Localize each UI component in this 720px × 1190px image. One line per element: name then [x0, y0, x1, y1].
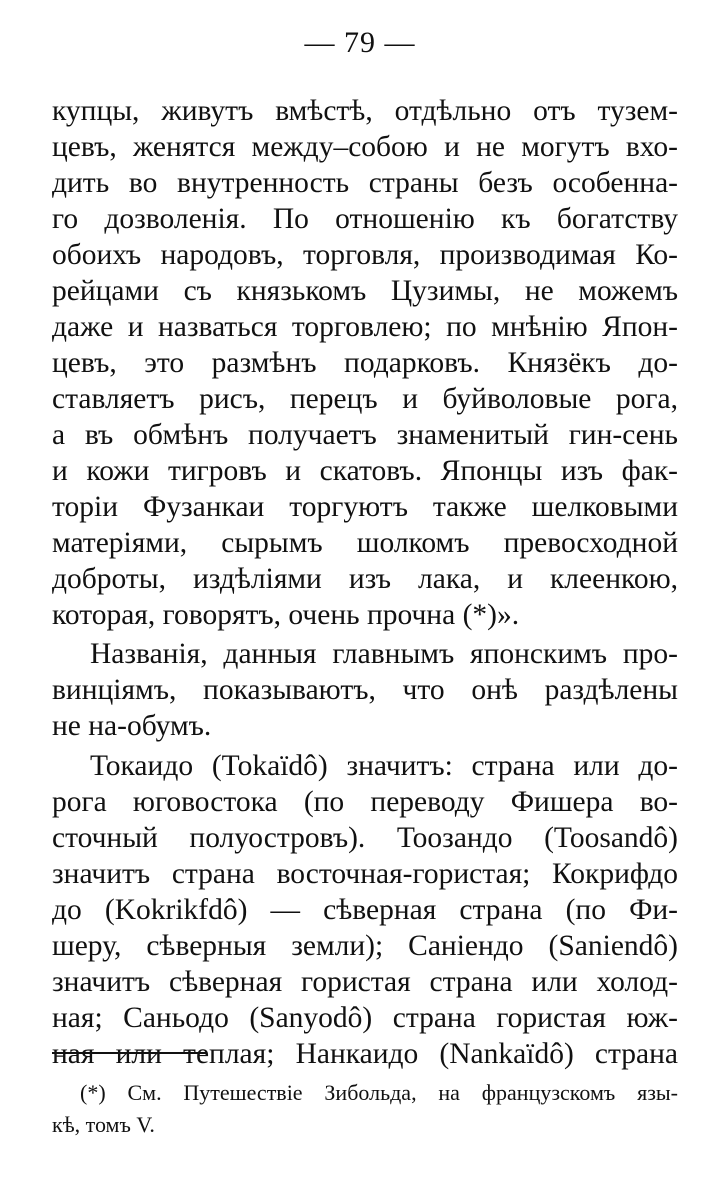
text-line: го дозволенія. По отношенію къ богатству [52, 203, 678, 235]
text-line: ставляетъ рисъ, перецъ и буйволовые рога, [52, 383, 678, 415]
text-line: винціямъ, показываютъ, что онѣ раздѣлены [52, 674, 678, 706]
text-line: и кожи тигровъ и скатовъ. Японцы изъ фак- [52, 455, 678, 487]
text-line: даже и назваться торговлею; по мнѣнію Япон- [52, 311, 678, 343]
footnote-line: (*) См. Путешествіе Зибольда, на французскомъ язы- [80, 1080, 678, 1105]
text-line: не на-обумъ. [52, 710, 212, 742]
footnote-divider [52, 1052, 207, 1054]
text-line: значитъ сѣверная гористая страна или холод- [52, 966, 678, 998]
page-number: — 79 — [304, 26, 416, 59]
footnote-line: кѣ, томъ V. [52, 1112, 155, 1137]
text-line: шеру, сѣверныя земли); Саніендо (Saniendô) [52, 930, 678, 962]
text-line: до (Kokrikfdô) — сѣверная страна (по Фи- [52, 894, 678, 926]
text-line: доброты, издѣліями изъ лака, и клеенкою, [52, 563, 678, 595]
text-line: цевъ, женятся между–собою и не могутъ вхо- [52, 131, 678, 163]
text-line: рейцами съ князькомъ Цузимы, не можемъ [52, 275, 678, 307]
text-line: торіи Фузанкаи торгуютъ также шелковыми [52, 491, 678, 523]
text-line: матеріями, сырымъ шолкомъ превосходной [52, 527, 678, 559]
text-line: обоихъ народовъ, торговля, производимая Ко- [52, 239, 678, 271]
text-line: рога юговостока (по переводу Фишера во- [52, 786, 678, 818]
text-line: Названія, данныя главнымъ японскимъ про- [90, 638, 678, 670]
text-line: ная или теплая; Нанкаидо (Nankaïdô) страна [52, 1038, 678, 1070]
text-line: значитъ страна восточная-гористая; Кокрифдо [52, 858, 678, 890]
text-line: Токаидо (Tokaïdô) значитъ: страна или до- [90, 750, 678, 782]
text-line: ная; Саньодо (Sanyodô) страна гористая юж- [52, 1002, 678, 1034]
text-line: а въ обмѣнъ получаетъ знаменитый гин-сень [52, 419, 678, 451]
text-line: цевъ, это размѣнъ подарковъ. Князёкъ до- [52, 347, 678, 379]
text-line: сточный полуостровъ). Тоозандо (Toosandô) [52, 822, 678, 854]
text-line: купцы, живутъ вмѣстѣ, отдѣльно отъ тузем- [52, 95, 678, 127]
text-line: дить во внутренность страны безъ особенна- [52, 167, 678, 199]
text-line: которая, говорятъ, очень прочна (*)». [52, 599, 520, 631]
